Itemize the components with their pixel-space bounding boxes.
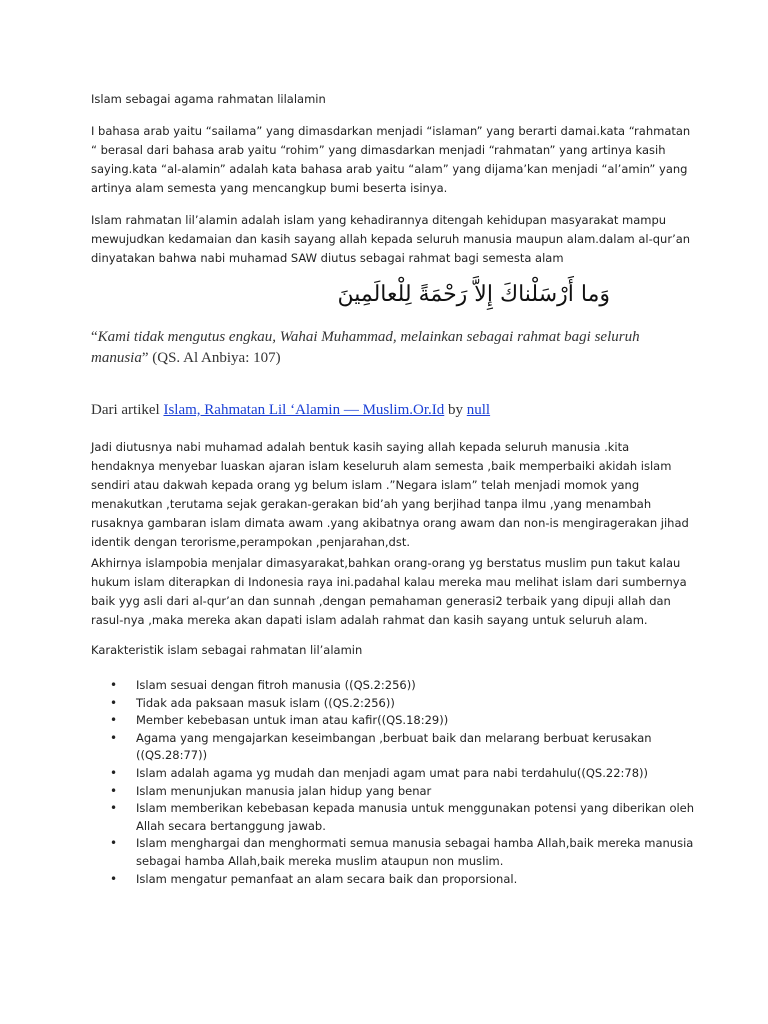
list-item-text: Islam menunjukan manusia jalan hidup yang benar	[136, 783, 432, 798]
paragraph-islampobia: Akhirnya islampobia menjalar dimasyarakat,bahkan orang-orang yg berstatus muslim pun takut kalau hukum islam diterapkan di Indonesia raya ini.padahal kalau mereka mau melihat islam dari sumbernya baik yyg asli dari al-qur’an dan sunnah ,dengan pemahaman generasi2 terbaik yang dipuji allah dan rasul-nya ,maka mereka akan dapati islam adalah rahmat dan kasih sayang untuk seluruh alam.	[91, 556, 687, 627]
paragraph-diutusnya: Jadi diutusnya nabi muhamad adalah bentuk kasih saying allah kepada seluruh manusia .kita hendaknya menyebar luaskan ajaran islam keseluruh alam semesta ,baik memperbaiki akidah islam sendiri atau dakwah kepada orang yg belum islam .”Negara islam” telah menjadi momok yang menakutkan ,terutama sejak gerakan-gerakan bid’ah yang berjihad tanpa ilmu ,yang menambah rusaknya gambaran islam dimata awam .yang akibatnya orang awam dan non-is mengiragerakan jihad identik dengan terorisme,perampokan ,penjarahan,dst.	[91, 440, 689, 549]
paragraph-definition: I bahasa arab yaitu “sailama” yang dimasdarkan menjadi “islaman” yang berarti damai.kata “rahmatan “ berasal dari bahasa arab yaitu “rohim” yang dimasdarkan menjadi “rahmatan” yang artinya kasih saying.kata “al-alamin” adalah kata bahasa arab yaitu “alam” yang dijama’kan menjadi “al’amin” yang artinya alam semesta yang mencangkup bumi beserta isinya.	[91, 124, 691, 195]
source-line	[91, 400, 691, 421]
list-item	[110, 677, 710, 695]
source-by: by	[444, 402, 467, 418]
bullet-icon: •	[110, 765, 118, 780]
list-item	[110, 765, 710, 783]
bullet-icon: •	[110, 871, 118, 886]
bullet-icon: •	[110, 836, 118, 851]
list-item	[110, 835, 710, 870]
list-item-text: Tidak ada paksaan masuk islam ((QS.2:256))	[136, 695, 395, 710]
list-item-text: Agama yang mengajarkan keseimbangan ,berbuat baik dan melarang berbuat kerusakan ((QS.28:77))	[136, 730, 652, 763]
doc-title: Islam sebagai agama rahmatan lilalamin	[91, 92, 326, 106]
list-item	[110, 800, 710, 835]
list-item-text: Islam adalah agama yg mudah dan menjadi agam umat para nabi terdahulu((QS.22:78))	[136, 765, 648, 780]
bullet-icon: •	[110, 783, 118, 798]
list-item-text: Islam sesuai dengan fitroh manusia ((QS.2:256))	[136, 678, 416, 692]
bullet-icon: •	[110, 713, 118, 728]
subheading-karakteristik: Karakteristik islam sebagai rahmatan lil’alamin	[91, 643, 363, 657]
bullet-icon: •	[110, 801, 118, 816]
list-item	[110, 871, 710, 889]
bullet-icon: •	[110, 695, 118, 710]
list-item-text: Islam mengatur pemanfaat an alam secara baik dan proporsional.	[136, 871, 518, 886]
bullet-icon: •	[110, 730, 118, 745]
characteristics-list	[110, 677, 710, 888]
list-item	[110, 730, 710, 765]
bullet-icon: •	[110, 678, 118, 692]
list-item	[110, 695, 710, 713]
verse-translation	[91, 327, 691, 369]
list-item	[110, 712, 710, 730]
author-link[interactable]: null	[466, 402, 491, 418]
quote-text: Kami tidak mengutus engkau, Wahai Muhammad, melainkan sebagai rahmat bagi seluruh manusia	[91, 329, 640, 366]
arabic-verse: وَما أَرْسَلْناكَ إِلاَّ رَحْمَةً لِلْعالَمِينَ	[337, 282, 610, 307]
list-item-text: Islam menghargai dan menghormati semua manusia sebagai hamba Allah,baik mereka manusia sebagai hamba Allah,baik mereka muslim ataupun non muslim.	[136, 836, 694, 868]
source-prefix: Dari artikel	[91, 402, 164, 418]
list-item-text: Islam memberikan kebebasan kepada manusia untuk menggunakan potensi yang diberikan oleh Allah secara bertanggung jawab.	[136, 801, 695, 833]
paragraph-rahmatan: Islam rahmatan lil’alamin adalah islam yang kehadirannya ditengah kehidupan masyarakat mampu mewujudkan kedamaian dan kasih sayang allah kepada seluruh manusia maupun alam.dalam al-qur’an dinyatakan bahwa nabi muhamad SAW diutus sebagai rahmat bagi semesta alam	[91, 213, 691, 265]
quote-reference: (QS. Al Anbiya: 107)	[148, 350, 281, 366]
quote-close-mark: ”	[141, 350, 149, 366]
quote-open-mark: “	[91, 329, 98, 345]
list-item-text: Member kebebasan untuk iman atau kafir((QS.18:29))	[136, 713, 449, 728]
article-link[interactable]: Islam, Rahmatan Lil ‘Alamin — Muslim.Or.Id	[163, 402, 445, 418]
list-item	[110, 783, 710, 801]
